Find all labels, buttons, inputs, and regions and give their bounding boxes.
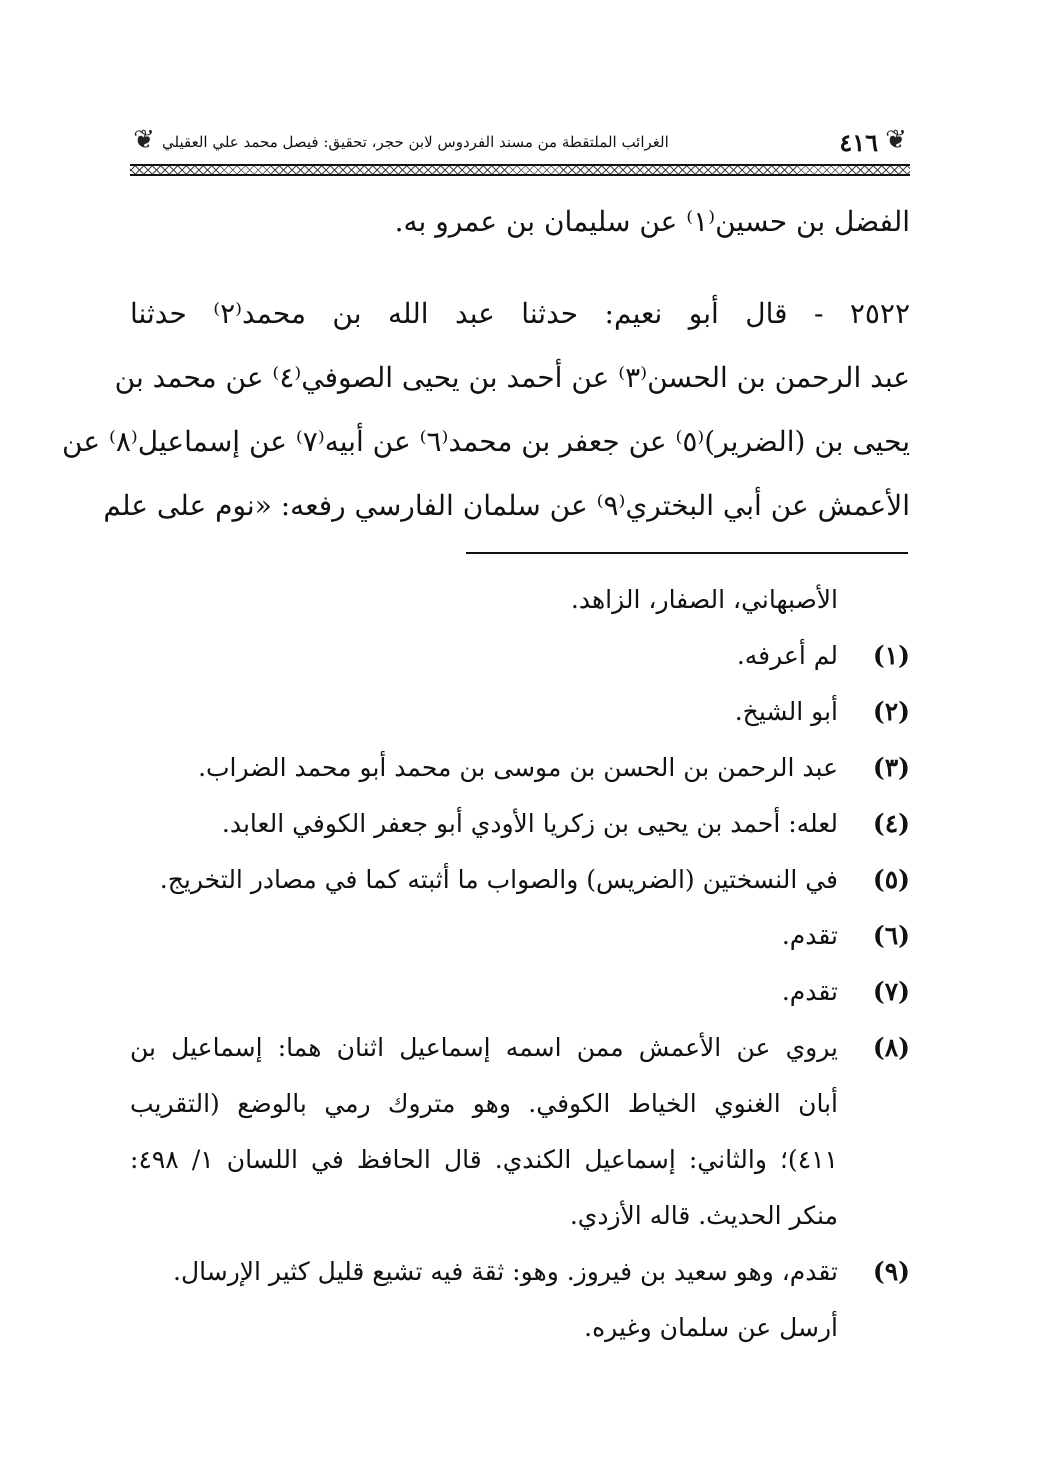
footnote-text: منكر الحديث. قاله الأزدي. (569, 1201, 838, 1230)
footnote-1 (130, 628, 910, 684)
text-line: ٢٥٢٢ - قال أبو نعيم: حدثنا عبد الله بن محمد⁽٢⁾ حدثنا (130, 297, 910, 330)
text-line: الأعمش عن أبي البختري⁽٩⁾ عن سلمان الفارسي رفعه: «نوم على علم (103, 489, 910, 522)
footnote-number: (٤) (872, 809, 910, 838)
footnote-text: لم أعرفه. (736, 641, 838, 670)
footnote-number: (٥) (872, 865, 910, 894)
footnote-text: ٤١١)؛ والثاني: إسماعيل الكندي. قال الحافظ في اللسان ١/ ٤٩٨: (130, 1145, 838, 1174)
footnote-number: (١) (872, 641, 910, 670)
footnote-text: في النسختين (الضريس) والصواب ما أثبته كما في مصادر التخريج. (159, 865, 838, 894)
footnote-number: (٩) (872, 1257, 910, 1286)
footnote-3 (130, 740, 910, 796)
text-line: عبد الرحمن بن الحسن⁽٣⁾ عن أحمد بن يحيى الصوفي⁽٤⁾ عن محمد بن (114, 361, 910, 394)
footnote-8 (130, 1020, 910, 1244)
ornament-right-icon: ❦ (885, 125, 907, 155)
ornament-left-icon: ❦ (133, 125, 155, 155)
footnote-text: تقدم. (781, 921, 838, 950)
footnote-text: تقدم، وهو سعيد بن فيروز. وهو: ثقة فيه تشيع قليل كثير الإرسال. (173, 1257, 838, 1286)
footnote-number: (٨) (872, 1033, 910, 1062)
page-header (130, 118, 910, 176)
footnotes (130, 572, 910, 1356)
footnote-text: تقدم. (781, 977, 838, 1006)
footnote-number: (٦) (872, 921, 910, 950)
footnote-text: عبد الرحمن بن الحسن بن موسى بن محمد أبو محمد الضراب. (198, 753, 838, 782)
main-text (62, 190, 910, 538)
footnote-9 (130, 1244, 910, 1356)
running-title: الغرائب الملتقطة من مسند الفردوس لابن حجر، تحقيق: فيصل محمد علي العقيلي (162, 133, 669, 151)
footnote-text: لعله: أحمد بن يحيى بن زكريا الأودي أبو جعفر الكوفي العابد. (221, 809, 838, 838)
footnote-6 (130, 908, 910, 964)
footnote-continuation: الأصبهاني، الصفار، الزاهد. (570, 585, 838, 614)
footnote-text: يروي عن الأعمش ممن اسمه إسماعيل اثنان هما: إسماعيل بن (130, 1033, 838, 1062)
footnote-5 (130, 852, 910, 908)
text-line: يحيى بن (الضرير)⁽٥⁾ عن جعفر بن محمد⁽٦⁾ عن أبيه⁽٧⁾ عن إسماعيل⁽٨⁾ عن (62, 425, 910, 458)
footnote-2 (130, 684, 910, 740)
footnote-number: (٣) (872, 753, 910, 782)
header-decorative-border (130, 164, 910, 176)
footnote-separator (466, 552, 908, 554)
footnote-7 (130, 964, 910, 1020)
footnote-number: (٧) (872, 977, 910, 1006)
footnote-text: أبو الشيخ. (734, 697, 838, 726)
page-number: ٤١٦ (839, 127, 878, 157)
footnote-number: (٢) (872, 697, 910, 726)
footnote-text: أبان الغنوي الخياط الكوفي. وهو متروك رمي بالوضع (التقريب (130, 1089, 838, 1118)
footnote-4 (130, 796, 910, 852)
footnote-text: أرسل عن سلمان وغيره. (584, 1313, 838, 1342)
text-line: الفضل بن حسين⁽١⁾ عن سليمان بن عمرو به. (394, 205, 910, 238)
